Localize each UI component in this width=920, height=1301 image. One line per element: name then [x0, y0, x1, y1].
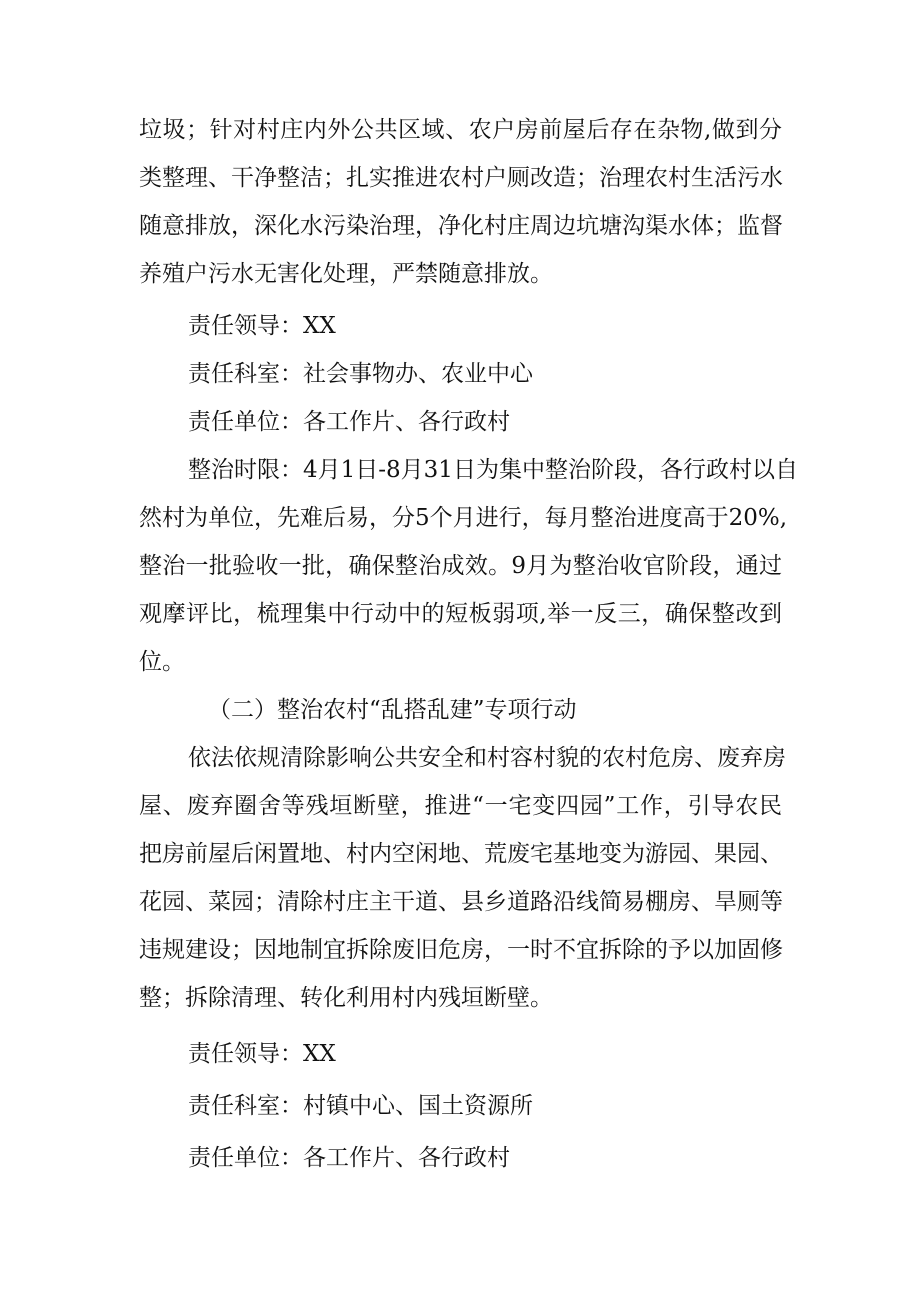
responsible-department: 责任科室：村镇中心、国土资源所: [188, 1093, 533, 1119]
responsible-department: 责任科室：社会事物办、农业中心: [188, 361, 533, 387]
responsible-leader: 责任领导：XX: [188, 1041, 336, 1067]
deadline-line: 观摩评比，梳理集中行动中的短板弱项,举一反三，确保整改到: [139, 601, 782, 627]
section-line: 屋、废弃圈舍等残垣断壁，推进“一宅变四园”工作，引导农民: [139, 793, 782, 819]
deadline-line: 整治时限：4月1日-8月31日为集中整治阶段，各行政村以自: [188, 457, 798, 483]
paragraph-line: 随意排放，深化水污染治理，净化村庄周边坑塘沟渠水体；监督: [139, 213, 783, 239]
deadline-line: 然村为单位，先难后易，分5个月进行，每月整治进度高于20%,: [139, 505, 788, 531]
deadline-line: 整治一批验收一批，确保整治成效。9月为整治收官阶段，通过: [139, 553, 782, 579]
section-heading: （二）整治农村“乱搭乱建”专项行动: [208, 697, 577, 723]
section-line: 违规建设；因地制宜拆除废旧危房，一时不宜拆除的予以加固修: [139, 937, 783, 963]
paragraph-line: 类整理、干净整洁；扎实推进农村户厕改造；治理农村生活污水: [139, 165, 783, 191]
section-line: 把房前屋后闲置地、村内空闲地、荒废宅基地变为游园、果园、: [139, 841, 783, 867]
section-line: 花园、菜园；清除村庄主干道、县乡道路沿线简易棚房、旱厕等: [139, 889, 783, 915]
deadline-line: 位。: [139, 649, 185, 675]
responsible-unit: 责任单位：各工作片、各行政村: [188, 1145, 510, 1171]
responsible-unit: 责任单位：各工作片、各行政村: [188, 409, 510, 435]
responsible-leader: 责任领导：XX: [188, 313, 336, 339]
paragraph-line: 养殖户污水无害化处理，严禁随意排放。: [139, 261, 553, 287]
paragraph-line: 垃圾；针对村庄内外公共区域、农户房前屋后存在杂物,做到分: [139, 117, 782, 143]
section-line: 整；拆除清理、转化利用村内残垣断壁。: [139, 985, 553, 1011]
section-line: 依法依规清除影响公共安全和村容村貌的农村危房、废弃房: [188, 745, 786, 771]
